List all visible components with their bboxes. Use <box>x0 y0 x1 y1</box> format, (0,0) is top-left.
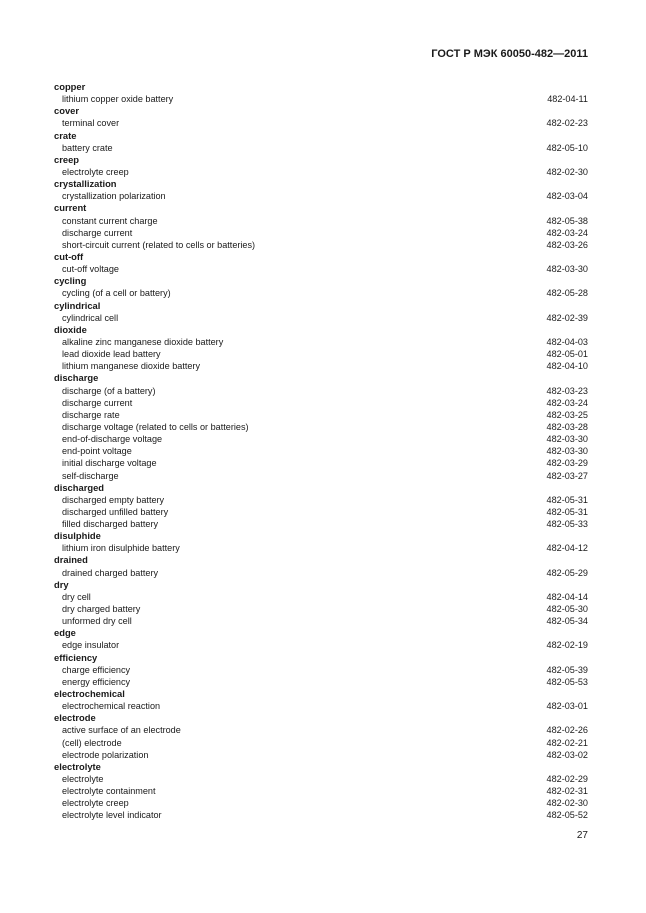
index-heading: creep <box>54 153 80 165</box>
index-item <box>54 457 588 469</box>
index-code: 482-05-38 <box>546 215 588 226</box>
index-code: 482-03-24 <box>546 227 588 238</box>
index-term: cut-off voltage <box>62 264 119 275</box>
index-code: 482-02-19 <box>546 640 588 651</box>
index-entry <box>54 81 588 105</box>
index-code: 482-03-29 <box>546 458 588 469</box>
index-code: 482-03-02 <box>546 749 588 760</box>
index-item <box>54 615 588 627</box>
index-item <box>54 117 588 129</box>
index-heading: cycling <box>54 275 87 287</box>
index-item <box>54 809 588 821</box>
index-term: cycling (of a cell or battery) <box>62 288 171 299</box>
index-item <box>54 749 588 761</box>
index-item <box>54 93 588 105</box>
index-entry <box>54 652 588 688</box>
index-term: electrolyte <box>62 774 104 785</box>
index-code: 482-03-30 <box>546 446 588 457</box>
index-code: 482-02-26 <box>546 725 588 736</box>
index-item <box>54 470 588 482</box>
index-term: discharged empty battery <box>62 494 165 505</box>
index-term: self-discharge <box>62 470 119 481</box>
index-code: 482-05-34 <box>546 616 588 627</box>
index-code: 482-05-31 <box>546 506 588 517</box>
index-code: 482-03-27 <box>546 470 588 481</box>
index-term: filled discharged battery <box>62 519 159 530</box>
index-heading: dioxide <box>54 323 87 335</box>
index-term: alkaline zinc manganese dioxide battery <box>62 336 224 347</box>
index-entry <box>54 251 588 275</box>
index-heading: cylindrical <box>54 299 101 311</box>
index-term: battery crate <box>62 142 113 153</box>
index-entry <box>54 688 588 712</box>
index-heading: dry <box>54 578 69 590</box>
index-term: electrolyte creep <box>62 798 129 809</box>
index-code: 482-03-01 <box>546 701 588 712</box>
index-item <box>54 773 588 785</box>
index-term: drained charged battery <box>62 567 159 578</box>
index-code: 482-02-30 <box>546 166 588 177</box>
index-code: 482-03-28 <box>546 421 588 432</box>
index-heading: electrolyte <box>54 760 101 772</box>
index-item <box>54 190 588 202</box>
index-entry <box>54 530 588 554</box>
index-code: 482-04-10 <box>546 361 588 372</box>
index-term: discharge current <box>62 397 133 408</box>
index-term: end-of-discharge voltage <box>62 434 163 445</box>
index-item <box>54 785 588 797</box>
index-entry <box>54 372 588 481</box>
index-item <box>54 676 588 688</box>
index-entry <box>54 554 588 578</box>
index-term: lithium iron disulphide battery <box>62 543 180 554</box>
index-term: initial discharge voltage <box>62 458 157 469</box>
index-term: energy efficiency <box>62 676 131 687</box>
index-item <box>54 421 588 433</box>
index-item <box>54 797 588 809</box>
index-item <box>54 385 588 397</box>
index-heading: copper <box>54 81 86 92</box>
index-code: 482-05-29 <box>546 567 588 578</box>
index-heading: efficiency <box>54 651 98 663</box>
index-code: 482-05-10 <box>546 142 588 153</box>
index-item <box>54 227 588 239</box>
index-code: 482-02-31 <box>546 786 588 797</box>
index-item <box>54 445 588 457</box>
index-code: 482-05-01 <box>546 349 588 360</box>
index-heading: electrochemical <box>54 688 125 700</box>
index-term: electrolyte level indicator <box>62 810 162 821</box>
index-term: active surface of an electrode <box>62 725 181 736</box>
index-code: 482-04-03 <box>546 336 588 347</box>
index-code: 482-05-30 <box>546 604 588 615</box>
index-term: end-point voltage <box>62 446 132 457</box>
index-item <box>54 312 588 324</box>
index-entry <box>54 105 588 129</box>
index-code: 482-02-23 <box>546 118 588 129</box>
index-entry <box>54 712 588 761</box>
index-item <box>54 724 588 736</box>
index-entry <box>54 202 588 251</box>
index-code: 482-03-24 <box>546 397 588 408</box>
index-heading: crate <box>54 129 77 141</box>
index-code: 482-03-30 <box>546 264 588 275</box>
index-entry <box>54 324 588 373</box>
term-index <box>54 81 588 822</box>
index-item <box>54 142 588 154</box>
index-item <box>54 397 588 409</box>
index-term: lithium copper oxide battery <box>62 94 174 105</box>
index-item <box>54 506 588 518</box>
index-item <box>54 603 588 615</box>
index-entry <box>54 482 588 531</box>
index-code: 482-04-11 <box>547 94 588 105</box>
index-code: 482-03-23 <box>546 385 588 396</box>
index-term: crystallization polarization <box>62 191 166 202</box>
index-item <box>54 433 588 445</box>
index-item <box>54 494 588 506</box>
index-item <box>54 664 588 676</box>
index-entry <box>54 300 588 324</box>
index-heading: electrode <box>54 712 96 724</box>
index-term: discharge current <box>62 227 133 238</box>
index-heading: cut-off <box>54 250 84 262</box>
index-term: charge efficiency <box>62 664 131 675</box>
index-code: 482-02-39 <box>546 312 588 323</box>
index-code: 482-03-26 <box>546 239 588 250</box>
index-code: 482-02-21 <box>546 737 588 748</box>
index-entry <box>54 761 588 822</box>
index-term: dry cell <box>62 591 91 602</box>
index-code: 482-03-04 <box>546 191 588 202</box>
index-code: 482-02-29 <box>546 774 588 785</box>
index-term: edge insulator <box>62 640 120 651</box>
index-code: 482-05-39 <box>546 664 588 675</box>
index-code: 482-05-28 <box>546 288 588 299</box>
index-heading: discharge <box>54 372 99 384</box>
index-item <box>54 518 588 530</box>
index-term: electrolyte creep <box>62 166 129 177</box>
index-heading: discharged <box>54 481 105 493</box>
index-heading: edge <box>54 627 76 639</box>
index-code: 482-02-30 <box>546 798 588 809</box>
index-item <box>54 737 588 749</box>
index-term: discharge voltage (related to cells or batteries) <box>62 421 249 432</box>
index-heading: disulphide <box>54 530 101 542</box>
index-item <box>54 166 588 178</box>
index-term: electrochemical reaction <box>62 701 161 712</box>
index-entry <box>54 178 588 202</box>
index-item <box>54 336 588 348</box>
index-heading: drained <box>54 554 88 566</box>
index-item <box>54 639 588 651</box>
index-term: lead dioxide lead battery <box>62 349 161 360</box>
index-heading: cover <box>54 105 80 117</box>
index-term: dry charged battery <box>62 604 141 615</box>
index-item <box>54 348 588 360</box>
index-term: (cell) electrode <box>62 737 122 748</box>
index-term: electrolyte containment <box>62 786 156 797</box>
index-term: constant current charge <box>62 215 158 226</box>
index-item <box>54 215 588 227</box>
index-heading: current <box>54 202 87 214</box>
page-number: 27 <box>576 830 588 841</box>
index-code: 482-04-12 <box>546 543 588 554</box>
index-item <box>54 542 588 554</box>
index-entry <box>54 579 588 628</box>
index-term: electrode polarization <box>62 749 149 760</box>
index-item <box>54 409 588 421</box>
index-entry <box>54 627 588 651</box>
index-term: cylindrical cell <box>62 312 119 323</box>
index-code: 482-05-33 <box>546 519 588 530</box>
index-item <box>54 591 588 603</box>
document-header: ГОСТ Р МЭК 60050-482—2011 <box>431 48 588 60</box>
index-item <box>54 239 588 251</box>
index-item <box>54 287 588 299</box>
index-item <box>54 263 588 275</box>
index-term: discharge (of a battery) <box>62 385 156 396</box>
index-item <box>54 700 588 712</box>
index-term: unformed dry cell <box>62 616 132 627</box>
index-term: short-circuit current (related to cells or batteries) <box>62 239 256 250</box>
index-term: discharge rate <box>62 409 120 420</box>
index-code: 482-05-31 <box>546 494 588 505</box>
index-entry <box>54 154 588 178</box>
index-term: lithium manganese dioxide battery <box>62 361 201 372</box>
index-code: 482-05-52 <box>546 810 588 821</box>
index-entry <box>54 275 588 299</box>
index-code: 482-04-14 <box>546 591 588 602</box>
index-code: 482-03-30 <box>546 434 588 445</box>
index-item <box>54 567 588 579</box>
index-term: discharged unfilled battery <box>62 506 169 517</box>
index-entry <box>54 130 588 154</box>
index-term: terminal cover <box>62 118 120 129</box>
index-heading: crystallization <box>54 178 117 190</box>
index-code: 482-03-25 <box>546 409 588 420</box>
index-code: 482-05-53 <box>546 676 588 687</box>
index-item <box>54 360 588 372</box>
